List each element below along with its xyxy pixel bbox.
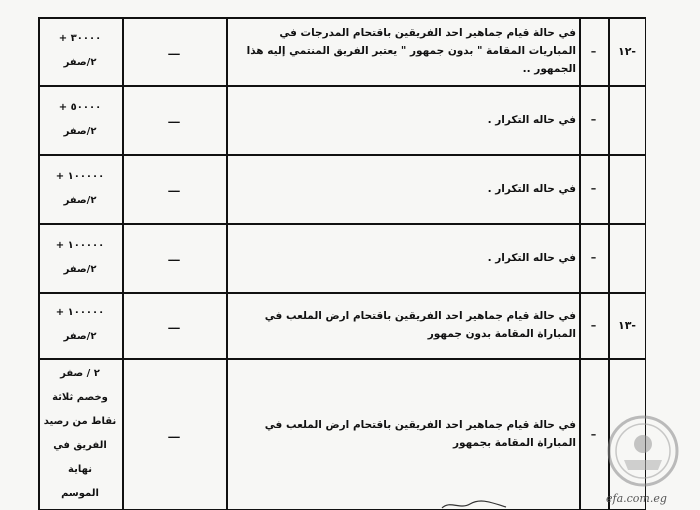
penalty-line: ١٠٠٠٠٠ + <box>55 307 105 318</box>
penalty-cell <box>41 19 119 83</box>
number-cell <box>611 294 643 356</box>
sub-dash: – <box>590 44 597 58</box>
sub-dash: – <box>590 427 597 441</box>
table-rule <box>579 17 581 510</box>
penalty-line: ١٠٠٠٠٠ + <box>55 239 105 251</box>
signature-scribble-icon <box>440 500 510 510</box>
table-rule <box>38 17 40 510</box>
sub-dash: – <box>590 318 597 332</box>
number-cell <box>611 87 643 152</box>
penalty-cell <box>41 360 119 508</box>
penalty-text <box>56 301 105 349</box>
description-text: في حاله التكرار . <box>487 251 576 264</box>
item-number: -١٣ <box>617 318 636 332</box>
sub-dash: – <box>590 113 597 126</box>
penalty-text <box>41 362 119 506</box>
penalty-text <box>59 27 101 75</box>
number-cell <box>611 19 643 83</box>
efa-site-watermark: efa.com.eg <box>606 492 667 505</box>
penalty-cell <box>41 156 119 221</box>
mid-cell <box>125 156 223 221</box>
mid-cell <box>125 294 223 356</box>
penalty-line: ٥٠٠٠٠ + <box>58 101 102 113</box>
penalty-text <box>59 96 101 144</box>
sub-mark-cell <box>582 156 605 221</box>
penalties-table <box>38 17 646 510</box>
sub-mark-cell <box>582 87 605 152</box>
penalty-line: ٢/صفر <box>63 57 97 68</box>
mid-dash: ـــ <box>168 113 180 126</box>
mid-dash: ـــ <box>168 44 180 58</box>
penalty-line: ٢/صفر <box>63 263 97 275</box>
penalty-line: ٢/صفر <box>63 331 97 342</box>
penalty-line: ٢ / صفر <box>60 368 100 379</box>
penalty-line: الموسم <box>61 488 99 499</box>
penalty-line: ٢/صفر <box>63 194 97 206</box>
penalty-line: ٢/صفر <box>63 125 97 137</box>
penalty-cell <box>41 225 119 290</box>
description-text: في حالة قيام جماهير احد الفريقين باقتحام المدرجات في المباريات المقامة " بدون جمهور " يعتبر الفريق المنتمي إليه هذا الجمهور .. <box>246 27 576 75</box>
sub-dash: – <box>590 251 597 264</box>
sub-mark-cell <box>582 360 605 508</box>
description-cell <box>229 225 576 290</box>
mid-cell <box>125 360 223 508</box>
description-text: في حاله التكرار . <box>487 182 576 195</box>
description-cell <box>229 156 576 221</box>
penalty-cell <box>41 87 119 152</box>
penalty-cell <box>41 294 119 356</box>
mid-cell <box>125 87 223 152</box>
penalty-line: الفريق في نهاية <box>53 440 107 475</box>
penalty-text <box>56 234 105 282</box>
penalty-line: ١٠٠٠٠٠ + <box>55 170 105 182</box>
description-cell <box>229 19 576 83</box>
table-rule <box>122 17 124 510</box>
description-text: في حالة قيام جماهير احد الفريقين باقتحام ارض الملعب في المباراة المقامة بدون جمهور <box>264 310 576 340</box>
sub-mark-cell <box>582 225 605 290</box>
table-rule <box>226 17 228 510</box>
sub-dash: – <box>590 182 597 195</box>
item-number: -١٢ <box>617 44 636 58</box>
description-cell <box>229 294 576 356</box>
mid-dash: ـــ <box>168 251 180 264</box>
description-cell <box>229 87 576 152</box>
sub-mark-cell <box>582 294 605 356</box>
penalty-text <box>56 165 105 213</box>
penalty-line: نقاط من رصيد <box>43 416 117 427</box>
penalty-line: ٣٠٠٠٠ + <box>58 33 102 44</box>
number-cell <box>611 225 643 290</box>
efa-logo-watermark <box>606 414 680 488</box>
description-text: في حاله التكرار . <box>487 113 576 126</box>
mid-dash: ـــ <box>168 427 180 441</box>
sub-mark-cell <box>582 19 605 83</box>
mid-cell <box>125 225 223 290</box>
penalty-line: وخصم ثلاثة <box>52 392 108 403</box>
description-cell <box>229 360 576 508</box>
mid-dash: ـــ <box>168 182 180 195</box>
mid-cell <box>125 19 223 83</box>
mid-dash: ـــ <box>168 318 180 332</box>
description-text: في حالة قيام جماهير احد الفريقين باقتحام ارض الملعب في المباراة المقامة بجمهور <box>264 419 576 449</box>
number-cell <box>611 156 643 221</box>
